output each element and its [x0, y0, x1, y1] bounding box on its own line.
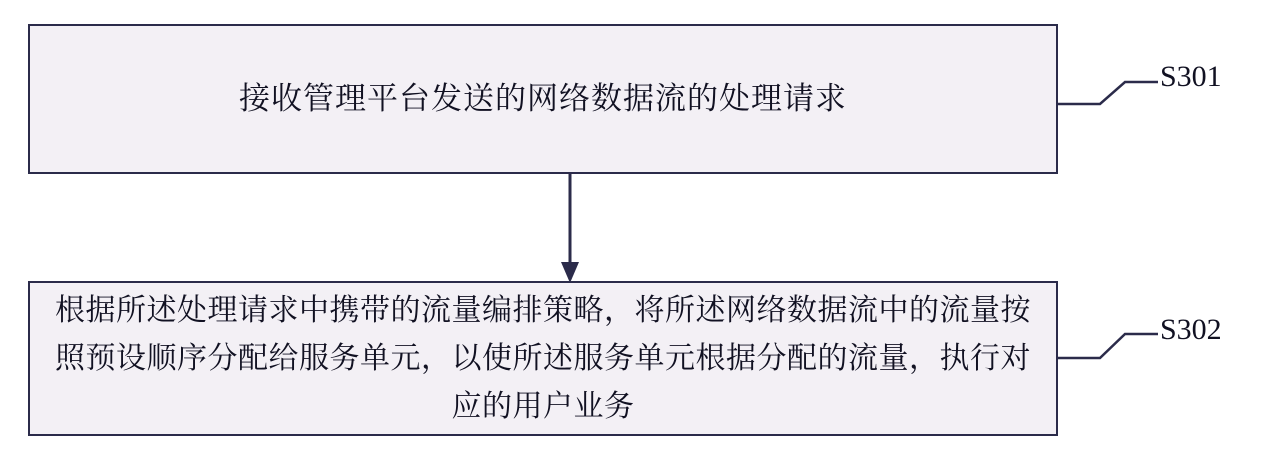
- flow-node-s301: [28, 24, 1058, 174]
- flow-node-s301-text: 接收管理平台发送的网络数据流的处理请求: [239, 81, 847, 116]
- connector-s301-to-s302: [561, 174, 579, 283]
- leader-line-s301: [1058, 82, 1158, 104]
- leader-line-s302: [1058, 334, 1158, 358]
- down-arrow-icon: [561, 262, 579, 283]
- flow-node-s302: [28, 281, 1058, 436]
- step-label-s302: S302: [1160, 313, 1222, 346]
- step-label-s301: S301: [1160, 60, 1222, 93]
- flow-node-s302-text: 根据所述处理请求中携带的流量编排策略，将所述网络数据流中的流量按照预设顺序分配给服务单元，以使所述服务单元根据分配的流量，执行对应的用户业务: [55, 293, 1031, 423]
